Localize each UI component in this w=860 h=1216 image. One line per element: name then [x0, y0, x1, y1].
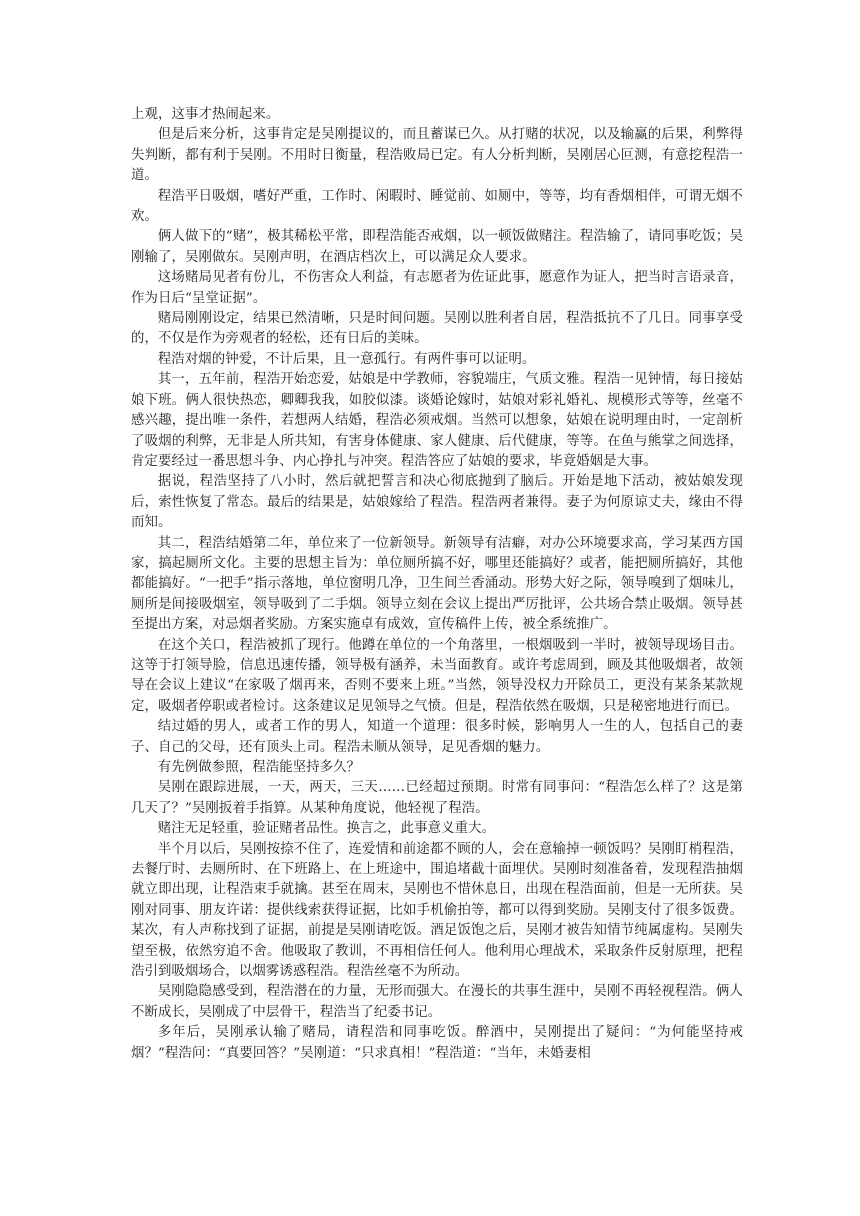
paragraph-3: 俩人做下的“赌”，极其稀松平常，即程浩能否戒烟，以一顿饭做赌注。程浩输了，请同事吃饭；吴刚输了，吴刚做东。吴刚声明，在酒店档次上，可以满足众人要求。: [131, 229, 743, 265]
paragraph-10: 在这个关口，程浩被抓了现行。他蹲在单位的一个角落里，一根烟吸到一半时，被领导现场目击。这等于打领导脸，信息迅速传播，领导极有涵养，未当面教育。或许考虑周到，顾及其他吸烟者，故领导在会议上建议“在家吸了烟再来，否则不要来上班。”当然，领导没权力开除员工，更没有某条某款规定，吸烟者停职或者检讨。这条建议足见领导之气愤。但是，程浩依然在吸烟，只是秘密地进行而已。: [131, 637, 743, 714]
paragraph-15: 半个月以后，吴刚按捺不住了，连爱情和前途都不顾的人，会在意输掉一顿饭吗？吴刚盯梢程浩，去餐厅时、去厕所时、在下班路上、在上班途中，围追堵截十面埋伏。吴刚时刻准备着，发现程浩抽烟就立即出现，让程浩束手就擒。甚至在周末，吴刚也不惜休息日，出现在程浩面前，但是一无所获。吴刚对同事、朋友许诺：提供线索获得证据，比如手机偷拍等，都可以得到奖励。吴刚支付了很多饭费。某次，有人声称找到了证据，前提是吴刚请吃饭。酒足饭饱之后，吴刚才被告知情节纯属虚构。吴刚失望至极，依然穷追不舍。他吸取了教训，不再相信任何人。他利用心理战术，采取条件反射原理，把程浩引到吸烟场合，以烟雾诱惑程浩。程浩丝毫不为所动。: [131, 841, 743, 980]
paragraph-12: 有先例做参照，程浩能坚持多久？: [157, 760, 361, 775]
paragraph-7: 其一，五年前，程浩开始恋爱，姑娘是中学教师，容貌端庄，气质文雅。程浩一见钟情，每日接姑娘下班。俩人很快热恋，卿卿我我，如胶似漆。谈婚论嫁时，姑娘对彩礼婚礼、规模形式等等，丝毫不感兴趣，提出唯一条件，若想两人结婚，程浩必须戒烟。当然可以想象，姑娘在说明理由时，一定剖析了吸烟的利弊，无非是人所共知，有害身体健康、家人健康、后代健康，等等。在鱼与熊掌之间选择，肯定要经过一番思想斗争、内心挣扎与冲突。程浩答应了姑娘的要求，毕竟婚姻是大事。: [131, 372, 743, 469]
paragraph-14: 赌注无足轻重，验证赌者品性。换言之，此事意义重大。: [157, 821, 496, 837]
paragraph-16: 吴刚隐隐感受到，程浩潜在的力量，无形而强大。在漫长的共事生涯中，吴刚不再轻视程浩。俩人不断成长，吴刚成了中层骨干，程浩当了纪委书记。: [131, 984, 743, 1020]
paragraph-9: 其二，程浩结婚第二年，单位来了一位新领导。新领导有洁癖，对办公环境要求高，学习某西方国家，搞起厕所文化。主要的思想主旨为：单位厕所搞不好，哪里还能搞好？或者，能把厕所搞好，其他都能搞好。“一把手”指示落地，单位窗明几净，卫生间兰香涌动。形势大好之际，领导嗅到了烟味儿，厕所是间接吸烟室，领导吸到了二手烟。领导立刻在会议上提出严厉批评，公共场合禁止吸烟。领导甚至提出方案，对忌烟者奖励。方案实施卓有成效，宣传稿件上传，被全系统推广。: [131, 535, 743, 633]
paragraph-6: 程浩对烟的钟爱，不计后果，且一意孤行。有两件事可以证明。: [157, 351, 536, 367]
paragraph-4: 这场赌局见者有份儿，不伤害众人利益，有志愿者为佐证此事，愿意作为证人，把当时言语录音，作为日后“呈堂证据”。: [131, 270, 743, 306]
paragraph-13: 吴刚在跟踪进展，一天，两天，三天……已经超过预期。时常有同事问：“程浩怎么样了？这是第几天了？”吴刚扳着手指算。从某种角度说，他轻视了程浩。: [131, 780, 743, 816]
paragraph-17: 多年后，吴刚承认输了赌局，请程浩和同事吃饭。醉酒中，吴刚提出了疑问：“为何能坚持戒烟？”程浩问：“真要回答？”吴刚道：“只求真相！”程浩道：“当年，未婚妻相: [131, 1025, 743, 1061]
paragraph-1: 但是后来分析，这事肯定是吴刚提议的，而且蓄谋已久。从打赌的状况，以及输赢的后果，利弊得失判断，都有利于吴刚。不用时日衡量，程浩败局已定。有人分析判断，吴刚居心叵测，有意挖程浩一道。: [131, 127, 743, 184]
document-body: [131, 105, 743, 1064]
paragraph-5: 赌局刚刚设定，结果已然清晰，只是时间问题。吴刚以胜利者自居，程浩抵抗不了几日。同事享受的，不仅是作为旁观者的轻松，还有日后的美味。: [131, 311, 743, 347]
paragraph-0: 上观，这事才热闹起来。: [131, 107, 280, 122]
paragraph-11: 结过婚的男人，或者工作的男人，知道一个道理：很多时候，影响男人一生的人，包括自己的妻子、自己的父母，还有顶头上司。程浩未顺从领导，足见香烟的魅力。: [131, 719, 743, 755]
paragraph-8: 据说，程浩坚持了八小时，然后就把誓言和决心彻底抛到了脑后。开始是地下活动，被姑娘发现后，索性恢复了常态。最后的结果是，姑娘嫁给了程浩。程浩两者兼得。妻子为何原谅丈夫，缘由不得而知。: [131, 474, 743, 531]
paragraph-2: 程浩平日吸烟，嗜好严重，工作时、闲暇时、睡觉前、如厕中，等等，均有香烟相伴，可谓无烟不欢。: [131, 188, 743, 225]
